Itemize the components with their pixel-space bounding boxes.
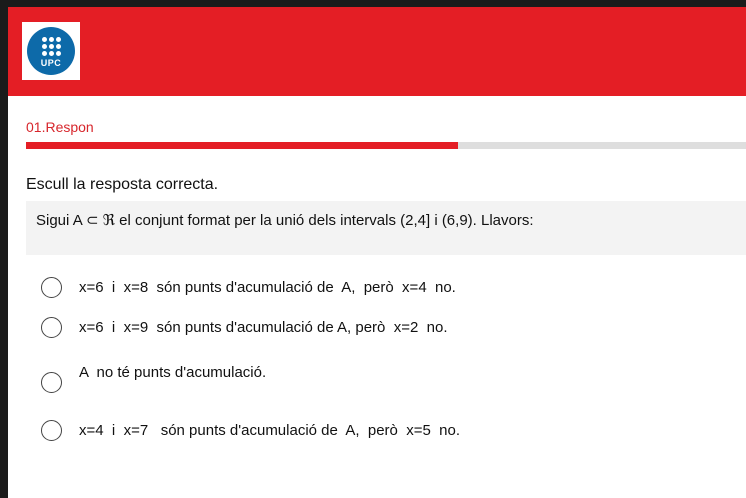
logo-dots-icon [42, 37, 61, 56]
header-bar [8, 7, 746, 96]
question-text: Sigui A ⊂ ℜ el conjunt format per la unió dels intervals (2,4] i (6,9). Llavors: [36, 212, 534, 229]
logo-text: UPC [40, 57, 62, 68]
breadcrumb: 01.Respon [26, 119, 94, 135]
option-label: A no té punts d'acumulació. [79, 364, 267, 381]
answer-option-2[interactable] [41, 317, 448, 338]
option-label: x=6 i x=8 són punts d'acumulació de A, però x=4 no. [79, 279, 456, 296]
answer-option-1[interactable] [41, 277, 456, 298]
quiz-page [8, 7, 746, 498]
radio-button[interactable] [41, 420, 62, 441]
logo-circle [27, 27, 75, 75]
instructions-heading: Escull la resposta correcta. [26, 176, 219, 193]
radio-button[interactable] [41, 317, 62, 338]
question-box [26, 201, 746, 255]
radio-button[interactable] [41, 372, 62, 393]
radio-button[interactable] [41, 277, 62, 298]
option-label: x=4 i x=7 són punts d'acumulació de A, però x=5 no. [79, 422, 461, 439]
progress-fill [26, 142, 458, 149]
upc-logo[interactable] [22, 22, 80, 80]
answer-option-4[interactable] [41, 420, 460, 441]
option-label: x=6 i x=9 són punts d'acumulació de A, però x=2 no. [79, 319, 448, 336]
answer-option-3[interactable] [41, 364, 266, 393]
progress-bar [26, 142, 746, 149]
